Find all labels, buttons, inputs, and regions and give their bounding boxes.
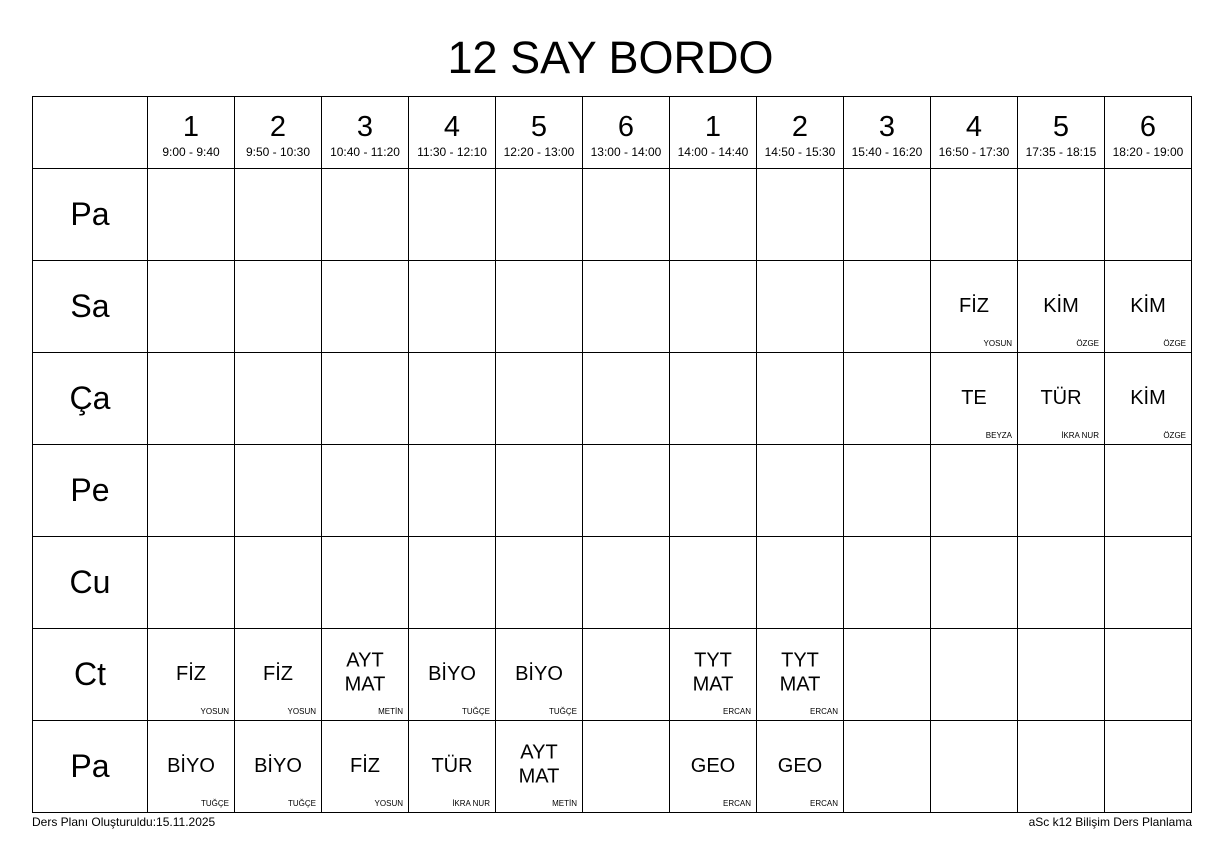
period-time: 9:00 - 9:40 — [162, 145, 220, 159]
lesson-cell — [409, 261, 496, 353]
day-row — [33, 537, 1192, 629]
lesson-cell — [496, 629, 583, 721]
period-time: 14:00 - 14:40 — [677, 145, 749, 159]
lesson-cell — [670, 537, 757, 629]
lesson-subject: AYT MAT — [518, 741, 560, 788]
lesson-cell — [1018, 353, 1105, 445]
lesson-cell — [670, 629, 757, 721]
lesson-subject: BİYO — [254, 754, 302, 777]
period-header — [148, 97, 235, 169]
period-header — [757, 97, 844, 169]
lesson-cell — [670, 721, 757, 813]
lesson-subject: BİYO — [428, 662, 476, 685]
lesson-teacher: ÖZGE — [1163, 431, 1186, 440]
lesson-cell — [844, 629, 931, 721]
lesson-cell — [931, 537, 1018, 629]
period-time: 11:30 - 12:10 — [417, 145, 487, 159]
period-time: 13:00 - 14:00 — [590, 145, 662, 159]
lesson-cell — [322, 261, 409, 353]
lesson-cell — [1105, 537, 1192, 629]
lesson-teacher: YOSUN — [287, 707, 316, 716]
lesson-cell — [583, 353, 670, 445]
lesson-teacher: İKRA NUR — [1061, 431, 1099, 440]
period-header — [235, 97, 322, 169]
day-row — [33, 721, 1192, 813]
period-header-row — [33, 97, 1192, 169]
page-title: 12 SAY BORDO — [447, 32, 774, 83]
period-time: 18:20 - 19:00 — [1112, 145, 1184, 159]
lesson-cell — [148, 353, 235, 445]
lesson-subject: BİYO — [515, 662, 563, 685]
lesson-cell — [496, 169, 583, 261]
lesson-cell — [583, 629, 670, 721]
lesson-teacher: METİN — [378, 707, 403, 716]
lesson-cell — [1105, 353, 1192, 445]
lesson-cell — [757, 629, 844, 721]
lesson-teacher: TUĞÇE — [549, 707, 577, 716]
lesson-cell — [409, 537, 496, 629]
lesson-cell — [670, 261, 757, 353]
day-name: Pa — [33, 721, 148, 813]
footer-created-date: Ders Planı Oluşturuldu:15.11.2025 — [32, 815, 216, 829]
lesson-cell — [235, 537, 322, 629]
lesson-cell — [670, 445, 757, 537]
period-header — [844, 97, 931, 169]
period-header — [322, 97, 409, 169]
day-row — [33, 169, 1192, 261]
lesson-teacher: TUĞÇE — [462, 707, 490, 716]
lesson-cell — [496, 261, 583, 353]
lesson-teacher: ÖZGE — [1163, 339, 1186, 348]
period-time: 17:35 - 18:15 — [1025, 145, 1097, 159]
lesson-subject: GEO — [690, 754, 736, 777]
lesson-cell — [1018, 169, 1105, 261]
lesson-cell — [148, 169, 235, 261]
period-header — [931, 97, 1018, 169]
lesson-cell — [148, 537, 235, 629]
lesson-cell — [235, 261, 322, 353]
day-name: Ct — [33, 629, 148, 721]
period-time: 9:50 - 10:30 — [245, 145, 311, 159]
lesson-cell — [757, 445, 844, 537]
period-time: 15:40 - 16:20 — [851, 145, 923, 159]
lesson-cell — [583, 721, 670, 813]
lesson-subject: FİZ — [350, 754, 380, 777]
lesson-cell — [583, 445, 670, 537]
lesson-cell — [148, 629, 235, 721]
lesson-cell — [844, 169, 931, 261]
period-header — [1018, 97, 1105, 169]
lesson-cell — [1105, 629, 1192, 721]
lesson-cell — [1018, 445, 1105, 537]
lesson-cell — [583, 537, 670, 629]
lesson-cell — [931, 445, 1018, 537]
period-number: 2 — [269, 111, 287, 143]
day-row — [33, 629, 1192, 721]
period-number: 4 — [443, 111, 461, 143]
period-number: 3 — [356, 111, 374, 143]
lesson-subject: TÜR — [431, 754, 473, 777]
lesson-cell — [322, 445, 409, 537]
lesson-cell — [322, 629, 409, 721]
period-number: 1 — [704, 111, 722, 143]
lesson-cell — [931, 721, 1018, 813]
lesson-cell — [670, 353, 757, 445]
period-number: 5 — [530, 111, 548, 143]
day-name: Pe — [33, 445, 148, 537]
day-name: Cu — [33, 537, 148, 629]
lesson-subject: TE — [961, 386, 987, 409]
lesson-cell — [409, 169, 496, 261]
day-row — [33, 445, 1192, 537]
lesson-subject: GEO — [777, 754, 823, 777]
period-number: 5 — [1052, 111, 1070, 143]
lesson-cell — [757, 169, 844, 261]
lesson-teacher: METİN — [552, 799, 577, 808]
lesson-cell — [757, 261, 844, 353]
period-time: 12:20 - 13:00 — [503, 145, 575, 159]
lesson-cell — [409, 353, 496, 445]
lesson-teacher: TUĞÇE — [288, 799, 316, 808]
day-name: Sa — [33, 261, 148, 353]
lesson-subject: KİM — [1130, 294, 1166, 317]
lesson-cell — [1105, 721, 1192, 813]
lesson-cell — [496, 721, 583, 813]
lesson-cell — [1105, 261, 1192, 353]
lesson-cell — [844, 721, 931, 813]
lesson-cell — [409, 721, 496, 813]
lesson-cell — [496, 537, 583, 629]
lesson-cell — [322, 353, 409, 445]
day-name: Ça — [33, 353, 148, 445]
period-number: 1 — [182, 111, 200, 143]
lesson-cell — [1018, 537, 1105, 629]
lesson-cell — [844, 261, 931, 353]
period-time: 10:40 - 11:20 — [330, 145, 400, 159]
lesson-cell — [409, 445, 496, 537]
lesson-teacher: YOSUN — [200, 707, 229, 716]
lesson-cell — [1018, 261, 1105, 353]
lesson-cell — [1018, 721, 1105, 813]
lesson-subject: AYT MAT — [344, 649, 386, 696]
lesson-cell — [148, 261, 235, 353]
corner-cell — [33, 97, 148, 169]
lesson-cell — [931, 629, 1018, 721]
lesson-cell — [583, 169, 670, 261]
footer-software-credit: aSc k12 Bilişim Ders Planlama — [1028, 815, 1192, 829]
lesson-cell — [1018, 629, 1105, 721]
lesson-cell — [322, 721, 409, 813]
lesson-teacher: TUĞÇE — [201, 799, 229, 808]
lesson-subject: TYT MAT — [779, 649, 821, 696]
lesson-teacher: ERCAN — [722, 799, 751, 808]
lesson-teacher: ERCAN — [809, 707, 838, 716]
lesson-cell — [235, 169, 322, 261]
lesson-cell — [496, 445, 583, 537]
lesson-teacher: ÖZGE — [1076, 339, 1099, 348]
day-row — [33, 261, 1192, 353]
lesson-teacher: YOSUN — [983, 339, 1012, 348]
period-number: 2 — [791, 111, 809, 143]
period-number: 4 — [965, 111, 983, 143]
lesson-cell — [844, 537, 931, 629]
lesson-cell — [757, 721, 844, 813]
period-header — [409, 97, 496, 169]
period-number: 3 — [878, 111, 896, 143]
day-name: Pa — [33, 169, 148, 261]
lesson-cell — [844, 445, 931, 537]
period-header — [1105, 97, 1192, 169]
period-header — [496, 97, 583, 169]
lesson-teacher: ERCAN — [809, 799, 838, 808]
lesson-subject: KİM — [1043, 294, 1079, 317]
lesson-teacher: BEYZA — [985, 431, 1012, 440]
lesson-subject: BİYO — [167, 754, 215, 777]
lesson-subject: KİM — [1130, 386, 1166, 409]
period-number: 6 — [617, 111, 635, 143]
lesson-cell — [757, 353, 844, 445]
period-time: 16:50 - 17:30 — [938, 145, 1010, 159]
lesson-cell — [670, 169, 757, 261]
lesson-cell — [148, 445, 235, 537]
lesson-cell — [235, 353, 322, 445]
lesson-cell — [235, 721, 322, 813]
day-row — [33, 353, 1192, 445]
lesson-cell — [931, 169, 1018, 261]
period-header — [583, 97, 670, 169]
lesson-subject: TYT MAT — [692, 649, 734, 696]
lesson-cell — [235, 445, 322, 537]
lesson-cell — [322, 537, 409, 629]
period-time: 14:50 - 15:30 — [764, 145, 836, 159]
lesson-cell — [757, 537, 844, 629]
lesson-cell — [235, 629, 322, 721]
lesson-teacher: İKRA NUR — [452, 799, 490, 808]
lesson-cell — [931, 353, 1018, 445]
lesson-subject: FİZ — [959, 294, 989, 317]
period-header — [670, 97, 757, 169]
lesson-cell — [148, 721, 235, 813]
lesson-cell — [409, 629, 496, 721]
lesson-teacher: ERCAN — [722, 707, 751, 716]
timetable-body — [33, 97, 1192, 813]
lesson-teacher: YOSUN — [374, 799, 403, 808]
lesson-cell — [496, 353, 583, 445]
lesson-subject: FİZ — [263, 662, 293, 685]
lesson-cell — [931, 261, 1018, 353]
lesson-cell — [844, 353, 931, 445]
lesson-subject: TÜR — [1040, 386, 1082, 409]
lesson-cell — [1105, 169, 1192, 261]
lesson-cell — [583, 261, 670, 353]
lesson-subject: FİZ — [176, 662, 206, 685]
timetable — [32, 96, 1192, 813]
lesson-cell — [1105, 445, 1192, 537]
period-number: 6 — [1139, 111, 1157, 143]
lesson-cell — [322, 169, 409, 261]
